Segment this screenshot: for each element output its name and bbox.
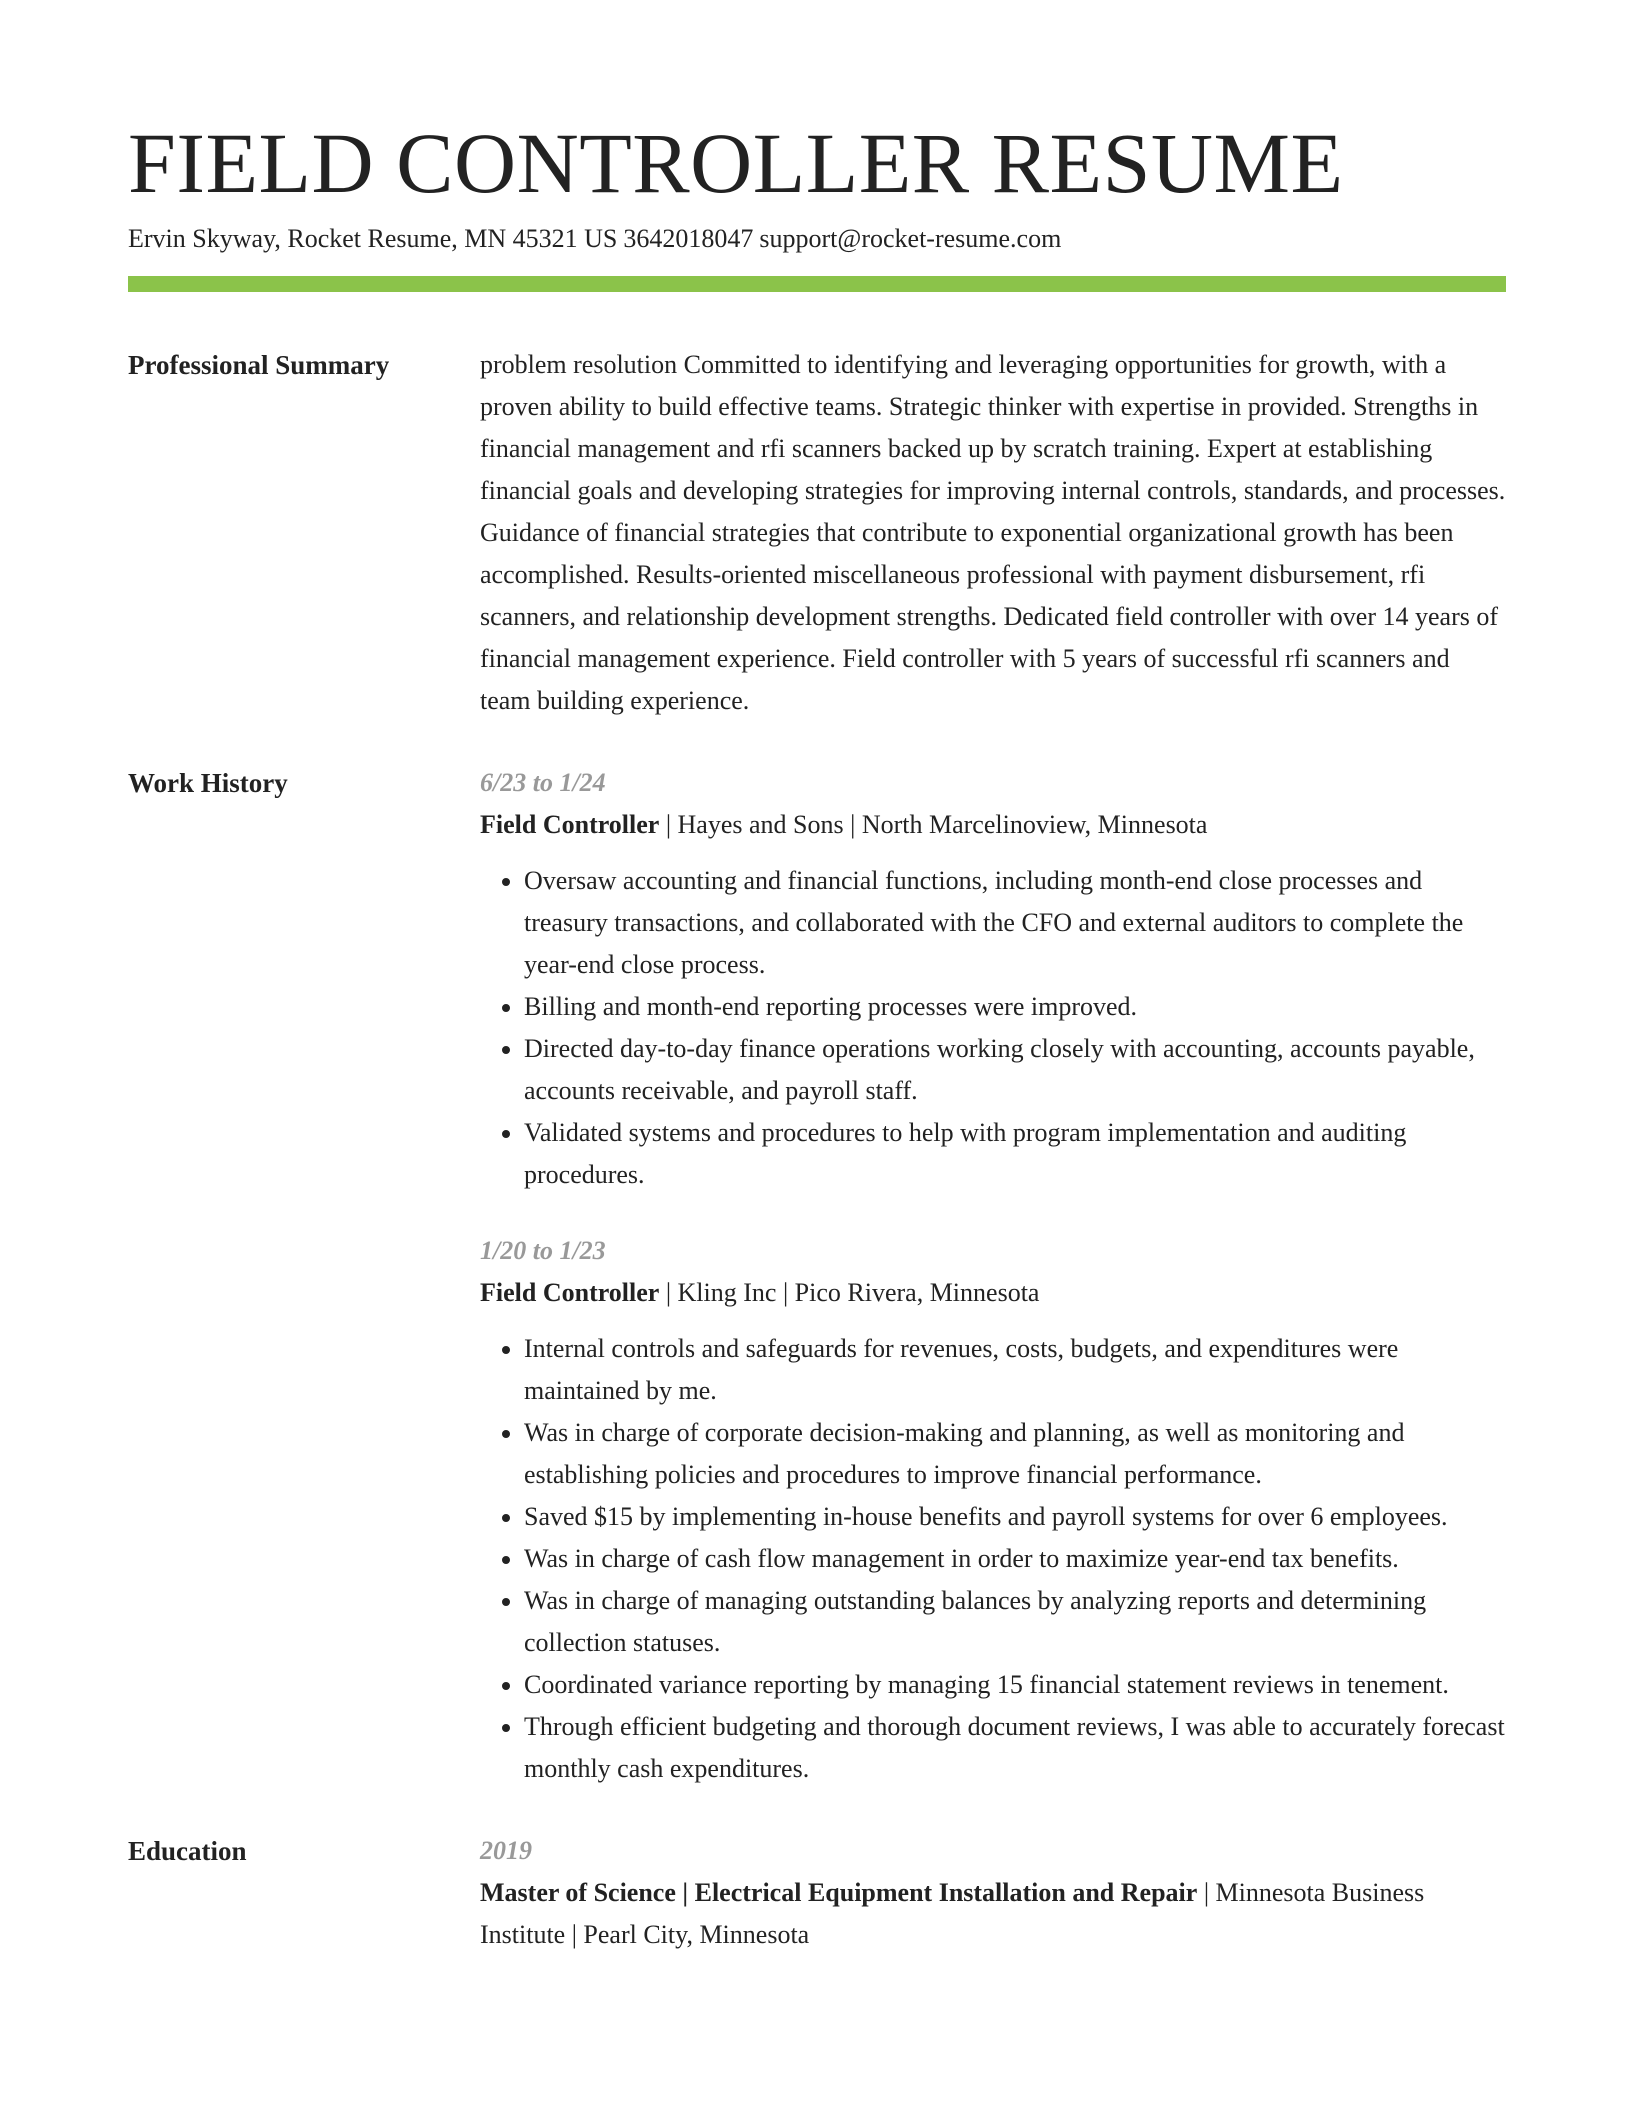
job-entry xyxy=(480,1230,1506,1790)
job-title-line xyxy=(480,1272,1506,1314)
contact-line xyxy=(128,222,1506,256)
job-entry xyxy=(480,762,1506,1196)
list-item: • Directed day-to-day finance operations working closely with accounting, accounts payable, accounts receivable, and payroll staff. xyxy=(524,1028,1506,1112)
job-details: | Kling Inc | Pico Rivera, Minnesota xyxy=(659,1278,1040,1308)
accent-divider xyxy=(128,276,1506,292)
list-item: • Was in charge of corporate decision-making and planning, as well as monitoring and establishing policies and procedures to improve financial performance. xyxy=(524,1412,1506,1496)
education-year: 2019 xyxy=(480,1836,532,1866)
contact-address: Ervin Skyway, Rocket Resume, MN 45321 US xyxy=(128,224,618,254)
summary-heading: Professional Summary xyxy=(128,350,390,381)
education-degree: Master of Science | Electrical Equipment Installation and Repair xyxy=(480,1878,1198,1908)
list-item: • Validated systems and procedures to help with program implementation and auditing procedures. xyxy=(524,1112,1506,1196)
job-role: Field Controller xyxy=(480,1278,660,1308)
education-body xyxy=(480,1830,1506,1956)
job-dates: 1/20 to 1/23 xyxy=(480,1236,606,1266)
job-role: Field Controller xyxy=(480,810,660,840)
resume-page xyxy=(128,115,1506,1956)
list-item: • Was in charge of cash flow management in order to maximize year-end tax benefits. xyxy=(524,1538,1506,1580)
list-item: • Billing and month-end reporting processes were improved. xyxy=(524,986,1506,1028)
resume-title: FIELD CONTROLLER RESUME xyxy=(128,115,1344,211)
summary-section xyxy=(128,344,1506,722)
list-item: • Saved $15 by implementing in-house benefits and payroll systems for over 6 employees. xyxy=(524,1496,1506,1538)
work-history-section xyxy=(128,762,1506,1790)
education-line xyxy=(480,1872,1506,1956)
summary-text: problem resolution Committed to identifying and leveraging opportunities for growth, with a proven ability to build effective teams. Strategic thinker with expertise in provided. Strengths in financial management and rfi scanners backed up by scratch training. Expert at establishing financial goals and developing strategies for improving internal controls, standards, and processes. Guidance of financial strategies that contribute to exponential organizational growth has been accomplished. Results-oriented miscellaneous professional with payment disbursement, rfi scanners, and relationship development strengths. Dedicated field controller with over 14 years of financial management experience. Field controller with 5 years of successful rfi scanners and team building experience. xyxy=(480,350,1506,716)
list-item: • Through efficient budgeting and thorough document reviews, I was able to accurately forecast monthly cash expenditures. xyxy=(524,1706,1506,1790)
list-item: • Internal controls and safeguards for revenues, costs, budgets, and expenditures were maintained by me. xyxy=(524,1328,1506,1412)
list-item: • Coordinated variance reporting by managing 15 financial statement reviews in tenement. xyxy=(524,1664,1506,1706)
job-details: | Hayes and Sons | North Marcelinoview, Minnesota xyxy=(659,810,1208,840)
education-school: | Minnesota Business Institute | Pearl City, Minnesota xyxy=(480,1878,1425,1950)
contact-email: support@rocket-resume.com xyxy=(759,224,1062,254)
contact-phone: 3642018047 xyxy=(623,224,754,254)
work-history-body xyxy=(480,762,1506,1790)
job-bullets xyxy=(480,860,1506,1196)
job-dates: 6/23 to 1/24 xyxy=(480,768,606,798)
job-title-line xyxy=(480,804,1506,846)
work-history-heading: Work History xyxy=(128,768,288,799)
summary-body xyxy=(480,344,1506,722)
job-bullets xyxy=(480,1328,1506,1790)
list-item: • Was in charge of managing outstanding balances by analyzing reports and determining collection statuses. xyxy=(524,1580,1506,1664)
education-section xyxy=(128,1830,1506,1956)
education-heading: Education xyxy=(128,1836,247,1867)
list-item: • Oversaw accounting and financial functions, including month-end close processes and treasury transactions, and collaborated with the CFO and external auditors to complete the year-end close process. xyxy=(524,860,1506,986)
